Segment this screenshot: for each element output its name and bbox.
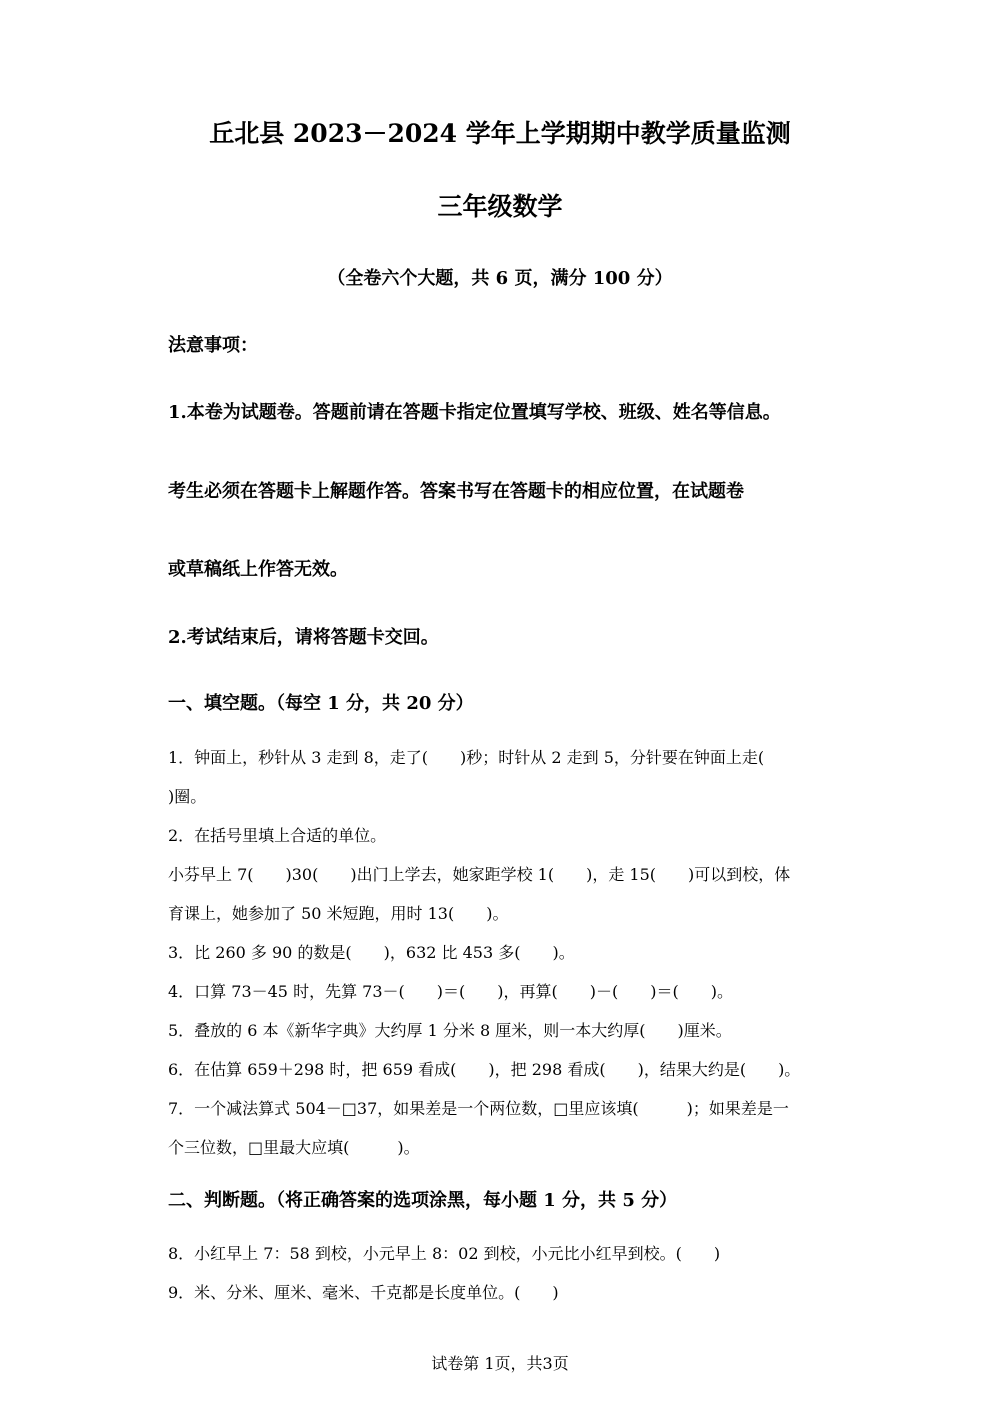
exam-title: 丘北县 2023－2024 学年上学期期中教学质量监测 xyxy=(209,119,791,148)
notice-line: 2.考试结束后，请将答题卡交回。 xyxy=(168,627,439,648)
notice-heading: 法意事项： xyxy=(168,335,258,356)
question-line: 7．一个减法算式 504－□37，如果差是一个两位数，□里应该填( )；如果差是一 xyxy=(168,1099,789,1118)
section-heading-fill-in: 一、填空题。（每空 1 分，共 20 分） xyxy=(168,693,474,714)
notice-line: 考生必须在答题卡上解题作答。答案书写在答题卡的相应位置，在试题卷 xyxy=(168,481,744,502)
notice-line: 或草稿纸上作答无效。 xyxy=(168,559,348,580)
exam-summary: （全卷六个大题，共 6 页，满分 100 分） xyxy=(327,268,673,289)
question-line: 3．比 260 多 90 的数是( )，632 比 453 多( )。 xyxy=(168,943,575,962)
question-line: 2．在括号里填上合适的单位。 xyxy=(168,826,387,845)
question-line: )圈。 xyxy=(168,787,207,806)
notice-line: 1.本卷为试题卷。答题前请在答题卡指定位置填写学校、班级、姓名等信息。 xyxy=(168,402,781,423)
question-line: 育课上，她参加了 50 米短跑，用时 13( )。 xyxy=(168,904,509,923)
question-line: 4．口算 73－45 时，先算 73－( )＝( )，再算( )－( )＝( )。 xyxy=(168,982,733,1001)
question-line: 小芬早上 7( )30( )出门上学去，她家距学校 1( )，走 15( )可以到校，体 xyxy=(168,865,791,884)
question-line: 9．米、分米、厘米、毫米、千克都是长度单位。( ) xyxy=(168,1283,559,1302)
section-heading-true-false: 二、判断题。（将正确答案的选项涂黑，每小题 1 分，共 5 分） xyxy=(168,1190,678,1211)
question-line: 1．钟面上，秒针从 3 走到 8，走了( )秒；时针从 2 走到 5，分针要在钟面上走( xyxy=(168,748,765,767)
question-line: 5．叠放的 6 本《新华字典》大约厚 1 分米 8 厘米，则一本大约厚( )厘米。 xyxy=(168,1021,732,1040)
question-line: 个三位数，□里最大应填( )。 xyxy=(168,1138,420,1157)
page-footer: 试卷第 1页，共3页 xyxy=(431,1354,569,1373)
question-line: 6．在估算 659＋298 时，把 659 看成( )，把 298 看成( )，结果大约是( )。 xyxy=(168,1060,801,1079)
question-line: 8．小红早上 7：58 到校，小元早上 8：02 到校，小元比小红早到校。( ) xyxy=(168,1244,721,1263)
exam-subject: 三年级数学 xyxy=(437,192,563,221)
